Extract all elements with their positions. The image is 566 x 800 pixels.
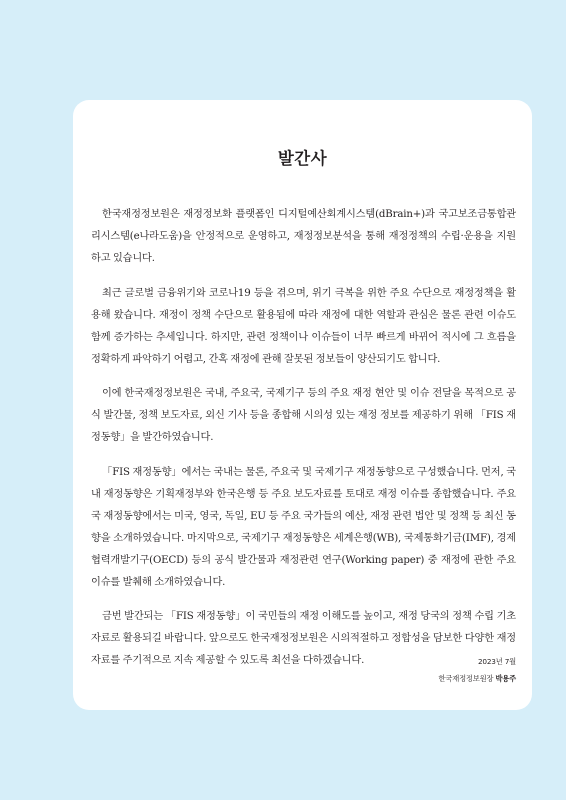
paragraph-1: 한국재정정보원은 재정정보화 플랫폼인 디지털예산회계시스템(dBrain+)과 국고보조금통합관리시스템(e나라도움)을 안정적으로 운영하고, 재정정보분석을 통해 재정정책의 수립·운용을 지원하고 있습니다. [91, 209, 516, 264]
paragraph-5: 금번 발간되는 「FIS 재정동향」이 국민들의 재정 이해도를 높이고, 재정 당국의 정책 수립 기초자료로 활용되길 바랍니다. 앞으로도 한국재정정보원은 시의적절하고 정합성을 담보한 다양한 재정자료를 주기적으로 지속 제공할 수 있도록 최선을 다하겠습니다. [91, 611, 516, 666]
paragraph-3: 이에 한국재정정보원은 국내, 주요국, 국제기구 등의 주요 재정 현안 및 이슈 전달을 목적으로 공식 발간물, 정책 보도자료, 외신 기사 등을 종합해 시의성 있는 재정 정보를 제공하기 위해 「FIS 재정동향」을 발간하였습니다. [91, 388, 516, 443]
signature-name: 박용주 [495, 674, 516, 683]
paragraph-4: 「FIS 재정동향」에서는 국내는 물론, 주요국 및 국제기구 재정동향으로 구성했습니다. 먼저, 국내 재정동향은 기획재정부와 한국은행 등 주요 보도자료를 토대로 재정 이슈를 종합했습니다. 주요국 재정동향에서는 미국, 영국, 독일, EU 등 주요 국가들의 예산, 재정 관련 법안 및 정책 등 최신 동향을 소개하였습니다. 마지막으로, 국제기구 재정동향은 세계은행(WB), 국제통화기금(IMF), 경제협력개발기구(OECD) 등의 공식 발간물과 재정관련 연구(Working paper) 중 재정에 관한 주요 이슈를 발췌해 소개하였습니다. [91, 466, 516, 588]
signature-position: 한국재정정보원장 [438, 674, 496, 683]
paragraph-2: 최근 글로벌 금융위기와 코로나19 등을 겪으며, 위기 극복을 위한 주요 수단으로 재정정책을 활용해 왔습니다. 재정이 정책 수단으로 활용됨에 따라 재정에 대한 역할과 관심은 물론 관련 이슈도 함께 증가하는 추세입니다. 하지만, 관련 정책이나 이슈들이 너무 빠르게 바뀌어 적시에 그 흐름을 정확하게 파악하기 어렵고, 간혹 재정에 관해 잘못된 정보들이 양산되기도 합니다. [91, 287, 516, 365]
signature-line [439, 670, 516, 687]
signature-block [439, 653, 516, 687]
signature-date: 2023년 7월 [477, 657, 516, 666]
foreword-body [91, 204, 516, 685]
foreword-card [73, 100, 532, 710]
page-title: 발간사 [277, 149, 328, 168]
